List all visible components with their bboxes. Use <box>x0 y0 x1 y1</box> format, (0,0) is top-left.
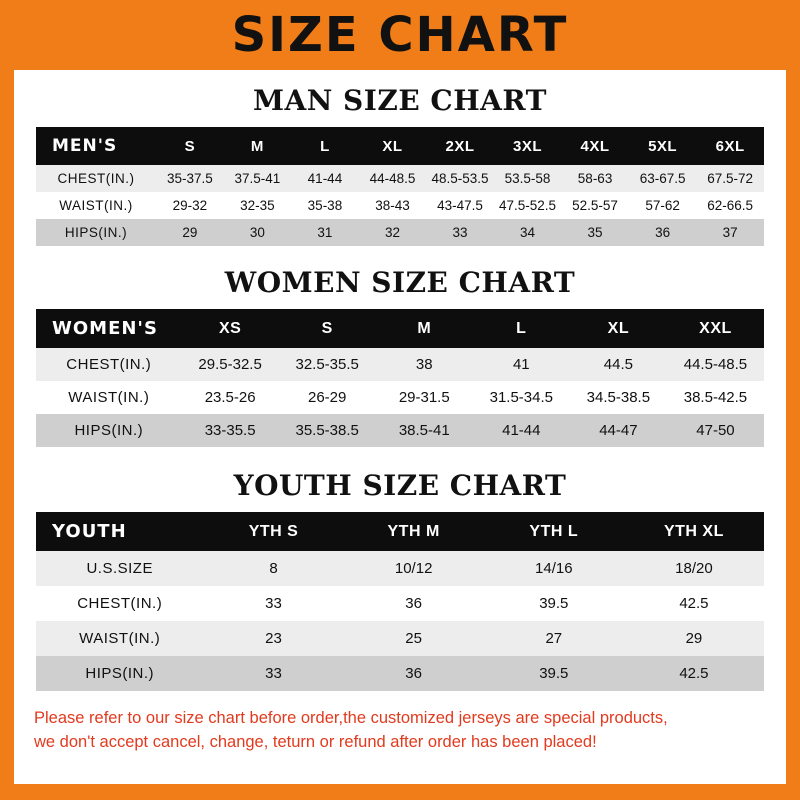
column-header: WOMEN'S <box>52 318 158 339</box>
page-title: SIZE CHART <box>231 7 569 63</box>
cell: 30 <box>249 225 265 240</box>
cell: 36 <box>405 665 422 682</box>
cell: 44.5-48.5 <box>683 356 748 373</box>
row-label: HIPS(IN.) <box>74 422 144 439</box>
cell: 18/20 <box>675 560 713 577</box>
cell: 8 <box>269 560 278 577</box>
column-header: 4XL <box>580 137 610 155</box>
table-row <box>36 381 764 414</box>
cell: 29.5-32.5 <box>198 356 262 373</box>
cell: 44.5 <box>603 356 633 373</box>
column-header: YTH S <box>248 522 299 540</box>
page-banner <box>0 0 800 70</box>
cell: 37 <box>722 225 738 240</box>
cell: 39.5 <box>539 665 569 682</box>
cell: 35-38 <box>307 198 343 213</box>
cell: 31 <box>317 225 333 240</box>
row-label: HIPS(IN.) <box>64 225 128 240</box>
cell: 35.5-38.5 <box>295 422 359 439</box>
row-label: CHEST(IN.) <box>66 356 152 373</box>
column-header: M <box>417 319 432 337</box>
cell: 38 <box>415 356 433 373</box>
column-header: 5XL <box>648 137 678 155</box>
table-row <box>36 656 764 691</box>
column-header: M <box>250 137 264 155</box>
cell: 23 <box>265 630 282 647</box>
table-row <box>36 414 764 447</box>
youth-section-title: YOUTH SIZE CHART <box>233 469 567 502</box>
cell: 47-50 <box>696 422 735 439</box>
cell: 36 <box>405 595 422 612</box>
column-header: 6XL <box>715 137 745 155</box>
column-header: 3XL <box>513 137 543 155</box>
column-header: L <box>516 319 527 337</box>
cell: 44-48.5 <box>369 171 416 186</box>
men-section-title: MAN SIZE CHART <box>253 84 547 117</box>
cell: 62-66.5 <box>707 198 754 213</box>
cell: 36 <box>655 225 671 240</box>
table-header-row <box>36 309 764 348</box>
column-header: XXL <box>699 319 732 337</box>
cell: 44-47 <box>599 422 638 439</box>
table-row <box>36 165 764 192</box>
column-header: YOUTH <box>52 521 127 542</box>
table-header-row <box>36 127 764 165</box>
note-line-1: Please refer to our size chart before order,the customized jerseys are special products, <box>34 709 668 727</box>
table-header-row <box>36 512 764 551</box>
column-header: S <box>184 137 196 155</box>
women-size-table <box>36 309 764 447</box>
cell: 58-63 <box>577 171 613 186</box>
column-header: L <box>320 137 330 155</box>
cell: 35-37.5 <box>166 171 213 186</box>
cell: 38.5-41 <box>398 422 450 439</box>
cell: 26-29 <box>308 389 347 406</box>
cell: 33 <box>452 225 468 240</box>
row-label: WAIST(IN.) <box>68 389 150 406</box>
cell: 29 <box>182 225 198 240</box>
cell: 37.5-41 <box>234 171 281 186</box>
cell: 27 <box>545 630 563 647</box>
cell: 41-44 <box>307 171 343 186</box>
cell: 52.5-57 <box>572 198 618 213</box>
row-label: WAIST(IN.) <box>59 198 133 213</box>
cell: 23.5-26 <box>204 389 256 406</box>
table-row <box>36 551 764 586</box>
table-row <box>36 348 764 381</box>
column-header: XL <box>382 137 403 155</box>
cell: 34.5-38.5 <box>586 389 651 406</box>
men-size-table <box>36 127 764 246</box>
cell: 32.5-35.5 <box>295 356 359 373</box>
cell: 48.5-53.5 <box>431 171 489 186</box>
cell: 38-43 <box>375 198 410 213</box>
cell: 10/12 <box>394 560 433 577</box>
cell: 29-32 <box>172 198 208 213</box>
column-header: YTH XL <box>663 522 724 540</box>
cell: 33 <box>265 595 282 612</box>
table-row <box>36 192 764 219</box>
cell: 14/16 <box>535 560 573 577</box>
cell: 38.5-42.5 <box>683 389 748 406</box>
column-header: MEN'S <box>52 136 118 156</box>
cell: 42.5 <box>679 665 709 682</box>
cell: 33-35.5 <box>204 422 256 439</box>
cell: 63-67.5 <box>639 171 686 186</box>
column-header: S <box>321 319 333 337</box>
cell: 25 <box>405 630 422 647</box>
row-label: CHEST(IN.) <box>77 595 163 612</box>
youth-size-table <box>36 512 764 691</box>
cell: 32-35 <box>240 198 275 213</box>
cell: 47.5-52.5 <box>499 198 557 213</box>
table-row <box>36 621 764 656</box>
cell: 43-47.5 <box>437 198 483 213</box>
table-row <box>36 586 764 621</box>
cell: 31.5-34.5 <box>489 389 553 406</box>
bottom-accent-bar <box>0 784 800 800</box>
cell: 29-31.5 <box>398 389 450 406</box>
row-label: WAIST(IN.) <box>79 630 161 647</box>
cell: 67.5-72 <box>707 171 754 186</box>
note-line-2: we don't accept cancel, change, teturn or refund after order has been placed! <box>34 732 597 751</box>
cell: 57-62 <box>645 198 680 213</box>
cell: 32 <box>384 225 400 240</box>
row-label: HIPS(IN.) <box>85 665 155 682</box>
table-row <box>36 219 764 246</box>
cell: 39.5 <box>539 595 569 612</box>
youth-section <box>14 469 786 691</box>
column-header: XS <box>218 319 242 337</box>
cell: 29 <box>685 630 703 647</box>
column-header: YTH M <box>387 522 440 540</box>
cell: 35 <box>587 225 603 240</box>
row-label: U.S.SIZE <box>86 560 153 577</box>
cell: 42.5 <box>679 595 709 612</box>
cell: 34 <box>520 225 536 240</box>
order-policy-note <box>34 707 766 755</box>
column-header: 2XL <box>445 137 475 155</box>
women-section <box>14 266 786 447</box>
column-header: YTH L <box>529 522 579 540</box>
cell: 33 <box>265 665 282 682</box>
row-label: CHEST(IN.) <box>57 171 135 186</box>
column-header: XL <box>607 319 630 337</box>
cell: 41 <box>512 356 530 373</box>
men-section <box>14 84 786 246</box>
women-section-title: WOMEN SIZE CHART <box>224 266 576 299</box>
cell: 41-44 <box>502 422 541 439</box>
cell: 53.5-58 <box>504 171 551 186</box>
